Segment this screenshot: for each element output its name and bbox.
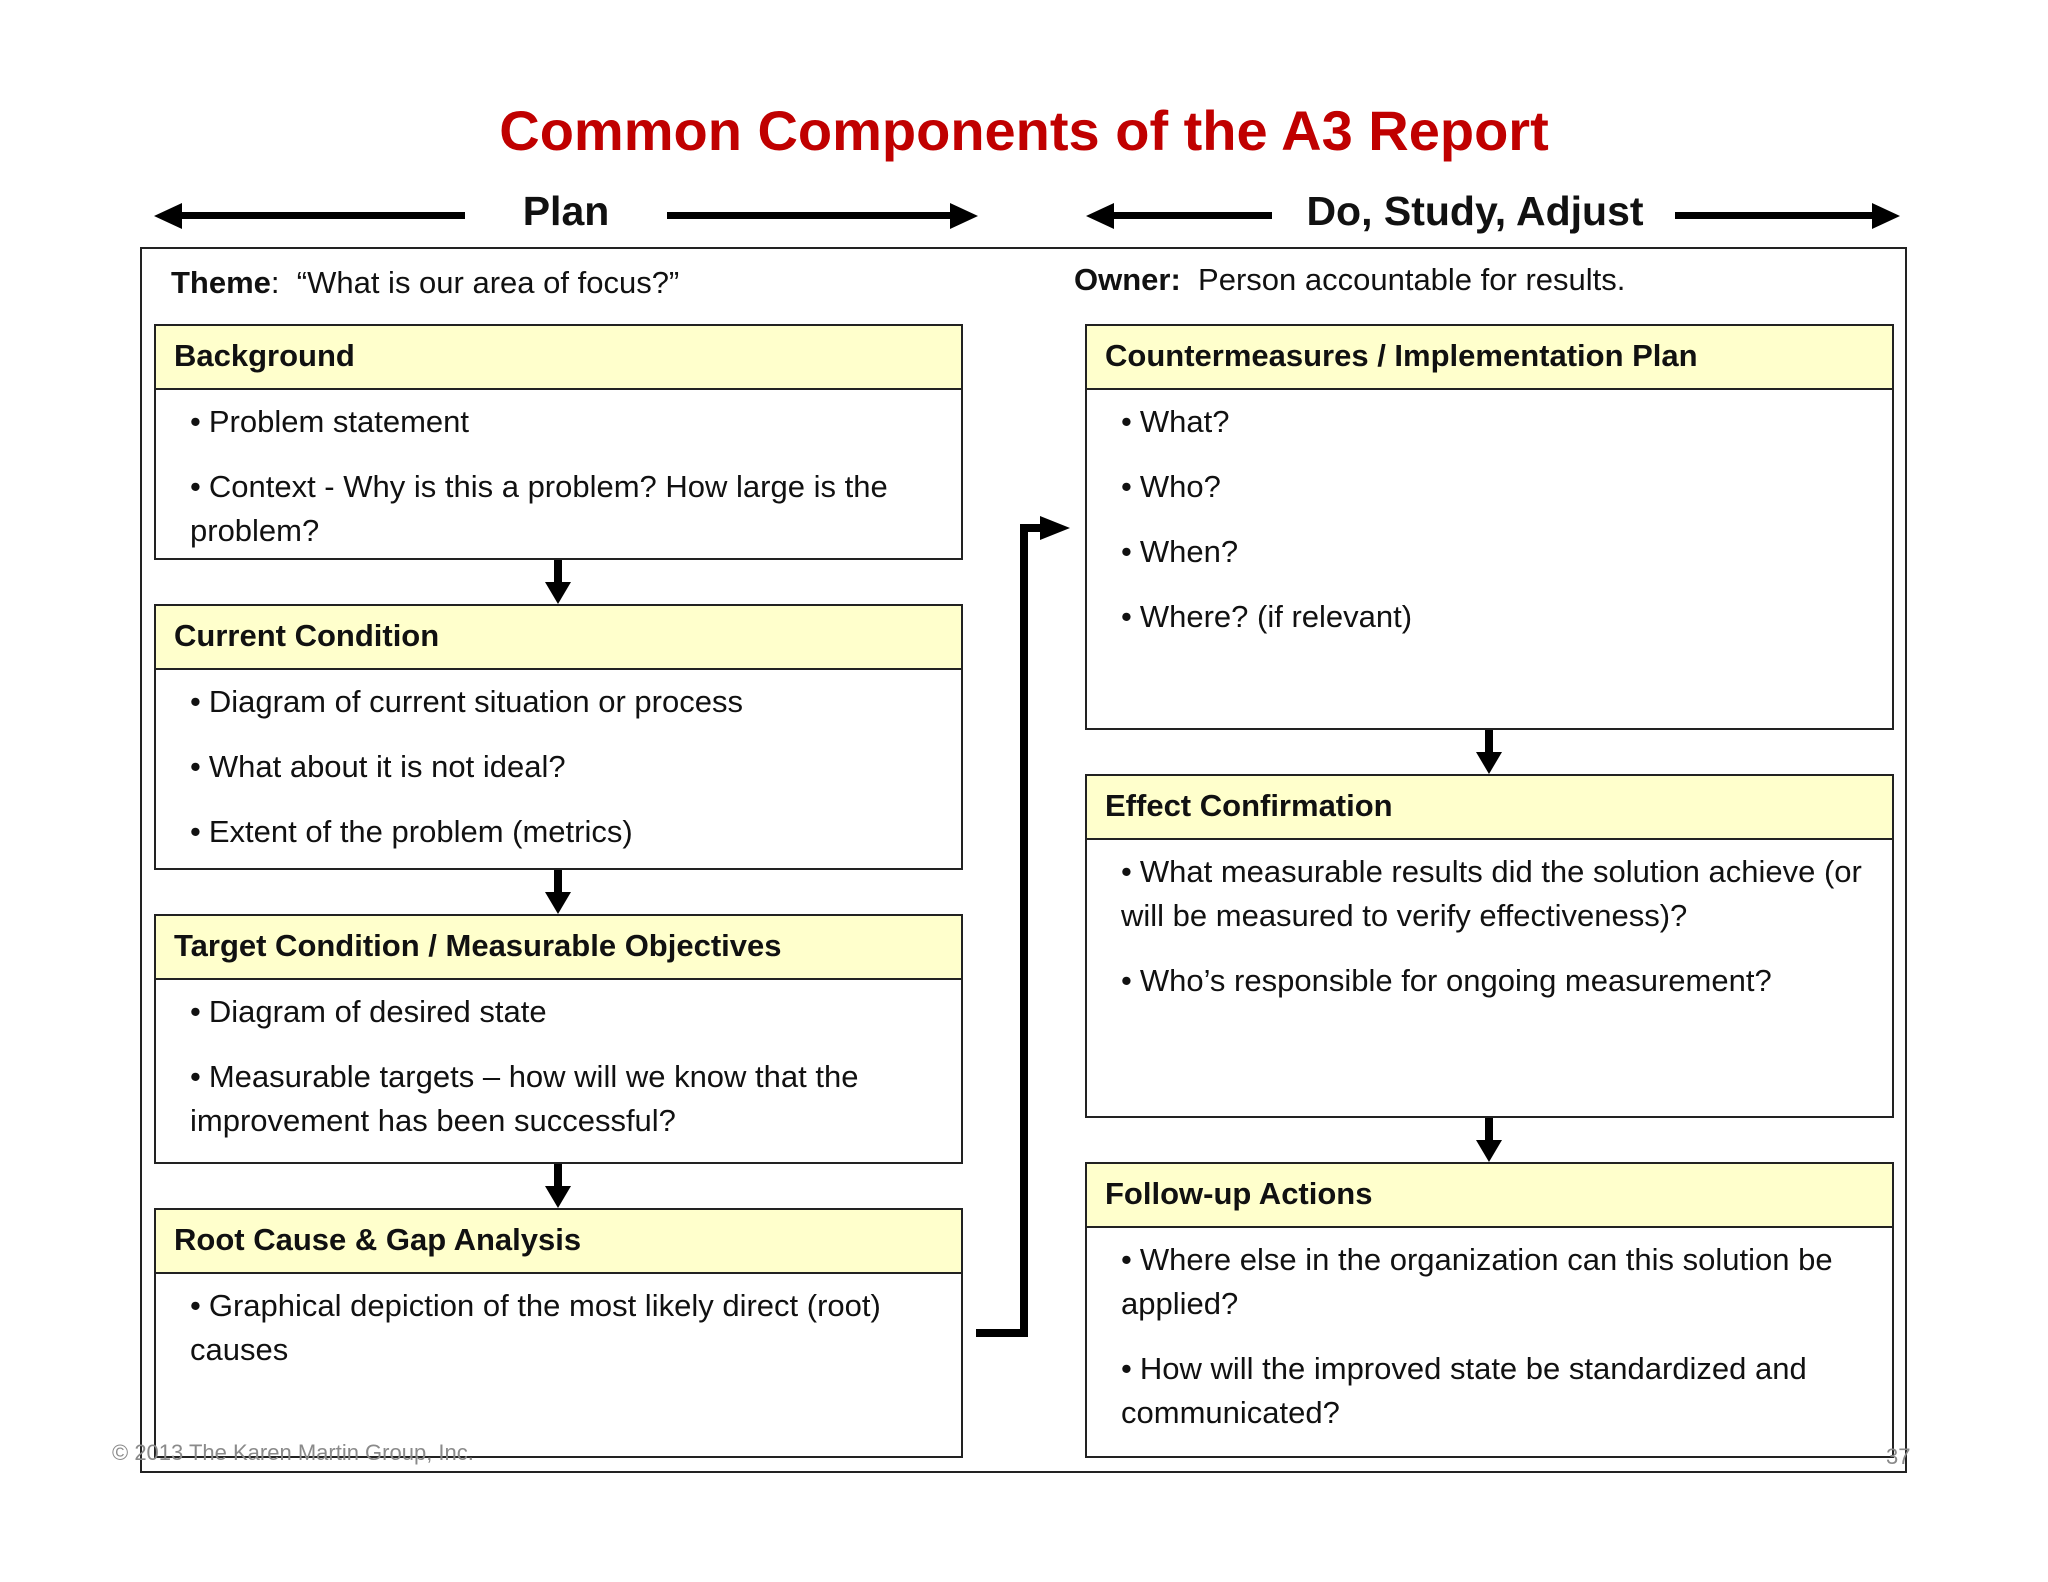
theme-text: “What is our area of focus?” bbox=[296, 265, 680, 300]
connector-arrowhead bbox=[545, 1186, 571, 1208]
do-left-arrow-line bbox=[1112, 212, 1272, 219]
connector-arrow-shaft bbox=[1485, 730, 1493, 754]
background-box bbox=[154, 324, 963, 560]
copyright-footer: © 2013 The Karen Martin Group, Inc. bbox=[112, 1440, 474, 1465]
bullet-item: • Diagram of desired state bbox=[190, 994, 547, 1029]
target-condition-box bbox=[154, 914, 963, 1164]
effect-confirmation-box bbox=[1085, 774, 1894, 1118]
owner-label: Owner: bbox=[1074, 262, 1181, 297]
bullet-item: • Context - Why is this a problem? How large is the problem? bbox=[190, 469, 888, 548]
connector-arrow-shaft bbox=[554, 870, 562, 894]
bullet-item: • Who’s responsible for ongoing measurement? bbox=[1121, 963, 1772, 998]
phase-plan-label: Plan bbox=[522, 188, 610, 234]
effect-confirmation-heading: Effect Confirmation bbox=[1087, 776, 1892, 840]
theme-label: Theme bbox=[171, 265, 271, 300]
bullet-item: • Measurable targets – how will we know that the improvement has been successful? bbox=[190, 1059, 859, 1138]
countermeasures-heading: Countermeasures / Implementation Plan bbox=[1087, 326, 1892, 390]
connector-arrowhead bbox=[545, 892, 571, 914]
connector-arrowhead bbox=[1476, 1140, 1502, 1162]
bullet-item: • When? bbox=[1121, 534, 1239, 569]
root-cause-heading: Root Cause & Gap Analysis bbox=[156, 1210, 961, 1274]
page-number: 37 bbox=[1886, 1444, 1911, 1469]
plan-right-arrow-line bbox=[667, 212, 952, 219]
bullet-item: • Where? (if relevant) bbox=[1121, 599, 1413, 634]
bullet-item: • Diagram of current situation or process bbox=[190, 684, 743, 719]
connector-arrowhead bbox=[545, 582, 571, 604]
follow-up-actions-box bbox=[1085, 1162, 1894, 1458]
plan-right-arrowhead bbox=[950, 203, 978, 229]
target-condition-heading: Target Condition / Measurable Objectives bbox=[156, 916, 961, 980]
do-right-arrow-line bbox=[1675, 212, 1875, 219]
elbow-connector-arrow bbox=[970, 510, 1080, 1340]
background-heading: Background bbox=[156, 326, 961, 390]
bullet-item: • Where else in the organization can this solution be applied? bbox=[1121, 1242, 1833, 1321]
bullet-item: • Extent of the problem (metrics) bbox=[190, 814, 633, 849]
current-condition-box bbox=[154, 604, 963, 870]
current-condition-heading: Current Condition bbox=[156, 606, 961, 670]
connector-arrowhead bbox=[1476, 752, 1502, 774]
bullet-item: • How will the improved state be standardized and communicated? bbox=[1121, 1351, 1807, 1430]
do-left-arrowhead bbox=[1086, 203, 1114, 229]
bullet-item: • Problem statement bbox=[190, 404, 470, 439]
countermeasures-box bbox=[1085, 324, 1894, 730]
owner-text: Person accountable for results. bbox=[1198, 262, 1626, 297]
follow-up-actions-heading: Follow-up Actions bbox=[1087, 1164, 1892, 1228]
root-cause-box bbox=[154, 1208, 963, 1458]
bullet-item: • What? bbox=[1121, 404, 1230, 439]
bullet-item: • Who? bbox=[1121, 469, 1221, 504]
plan-left-arrow-line bbox=[180, 212, 465, 219]
connector-arrow-shaft bbox=[554, 560, 562, 584]
bullet-item: • What measurable results did the solution achieve (or will be measured to verify effectiveness)? bbox=[1121, 854, 1862, 933]
do-right-arrowhead bbox=[1872, 203, 1900, 229]
bullet-item: • Graphical depiction of the most likely direct (root) causes bbox=[190, 1288, 881, 1367]
connector-arrow-shaft bbox=[554, 1164, 562, 1188]
owner-line bbox=[1074, 262, 1625, 298]
connector-arrow-shaft bbox=[1485, 1118, 1493, 1142]
theme-line: Theme: “What is our area of focus?” bbox=[171, 265, 680, 300]
bullet-item: • What about it is not ideal? bbox=[190, 749, 566, 784]
phase-do-study-adjust-label: Do, Study, Adjust bbox=[1306, 188, 1644, 234]
page-title: Common Components of the A3 Report bbox=[499, 99, 1549, 162]
plan-left-arrowhead bbox=[154, 203, 182, 229]
